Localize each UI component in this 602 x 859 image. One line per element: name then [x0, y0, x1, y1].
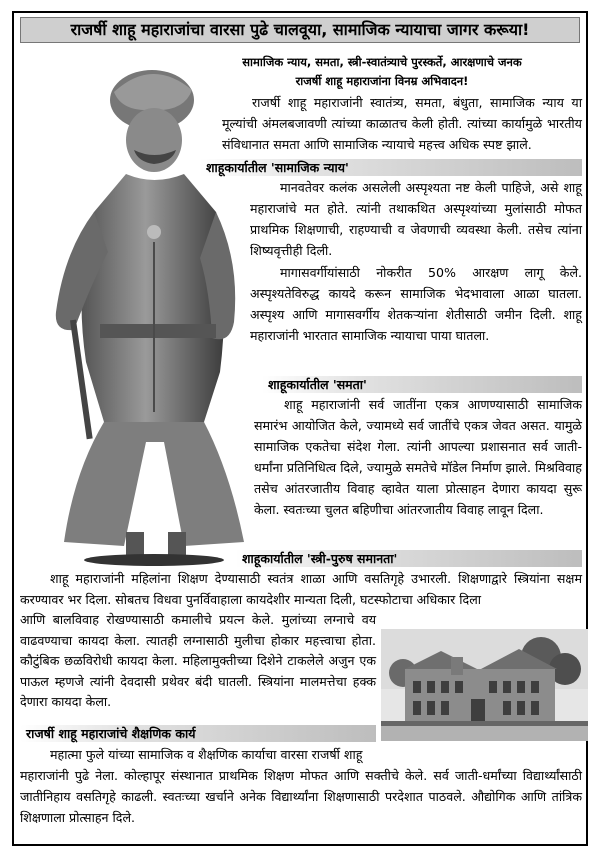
section-heading-equality: शाहूकार्यातील 'समता': [262, 376, 582, 393]
section-heading-gender-equality: शाहूकार्यातील 'स्त्री-पुरुष समानता': [236, 550, 582, 567]
statue-illustration: [34, 62, 254, 567]
gender-equality-paragraph-full: शाहू महाराजांनी महिलांना शिक्षण देण्यासाठी स्वतंत्र शाळा आणि वसतिगृहे उभारली. शिक्षणाद्वारे स्त्रियांना सक्षम करण्यावर भर दिला. सोबतच विधवा पुनर्विवाहाला कायदेशीर मान्यता दिली, घटस्फोटाचा अधिकार दिला: [20, 571, 582, 607]
tagline-line1: सामाजिक न्याय, समता, स्त्री-स्वातंत्र्याचे पुरस्कर्ते, आरक्षणाचे जनक: [242, 55, 522, 69]
intro-paragraph: राजर्षी शाहू महाराजांनी स्वातंत्र्य, समता, बंधुता, सामाजिक न्याय या मूल्यांची अंमलबजावणी त्यांच्या काळातच केली होती. त्यांच्या कार्यामुळे भारतीय संविधानात समता आणि सामाजिक न्यायाचे महत्त्व अधिक स्पष्ट झाले.: [222, 95, 582, 152]
school-building-photo: [381, 629, 588, 741]
page-title: राजर्षी शाहू महाराजांचा वारसा पुढे चालवूया, सामाजिक न्यायाचा जागर करूया!: [20, 17, 580, 43]
education-paragraph-wrap: महात्मा फुले यांच्या सामाजिक व शैक्षणिक कार्याचा वारसा राजर्षी शाहू: [50, 747, 363, 762]
education-paragraph-full: महाराजांनी पुढे नेला. कोल्हापूर संस्थानात प्राथमिक शिक्षण मोफत आणि सक्तीचे केले. सर्व जाती-धर्मांच्या विद्यार्थ्यांसाठी जातीनिहाय वसतिगृहे काढली. स्वतःच्या खर्चाने अनेक विद्यार्थ्यांना शिक्षणासाठी परदेशात पाठवले. औद्योगिक आणि तांत्रिक शिक्षणाला प्रोत्साहन दिले.: [20, 768, 582, 825]
section-heading-education: राजर्षी शाहू महाराजांचे शैक्षणिक कार्य: [20, 725, 376, 742]
section-heading-social-justice: शाहूकार्यातील 'सामाजिक न्याय': [200, 159, 582, 176]
equality-paragraph: शाहू महाराजांनी सर्व जातींना एकत्र आणण्यासाठी सामाजिक समारंभ आयोजित केले, ज्यामध्ये सर्व जातींचे एकत्र जेवत असत. यामुळे सामाजिक एकतेचा संदेश गेला. त्यांनी आपल्या प्रशासनात सर्व जाती-धर्मांना प्रतिनिधित्व दिले, ज्यामुळे समतेचे मॉडेल निर्माण झाले. मिश्रविवाह तसेच आंतरजातीय विवाह व्हावेत याला प्रोत्साहन देणारा कायदा सुरू केला. स्वतःच्या चुलत बहिणीचा आंतरजातीय विवाह लावून दिला.: [254, 397, 582, 517]
tagline-line2: राजर्षी शाहू महाराजांना विनम्र अभिवादन!: [295, 74, 469, 88]
social-justice-paragraph-2: मागासवर्गीयांसाठी नोकरीत 50% आरक्षण लागू केले. अस्पृश्यतेविरुद्ध कायदे करून सामाजिक भेदभावाला आळा घातला. अस्पृश्य आणि मागासवर्गीय शेतकऱ्यांना शेतीसाठी जमीन दिली. शाहू महाराजांनी भारतात सामाजिक न्यायाचा पाया घातला.: [250, 265, 582, 343]
gender-equality-paragraph-wrap: आणि बालविवाह रोखण्यासाठी कमालीचे प्रयत्न केले. मुलांच्या लग्नाचे वय वाढवण्याचा कायदा केला. त्यातही लग्नासाठी मुलीचा होकार महत्त्वाचा होता. कौटुंबिक छळविरोधी कायदा केला. महिलामुक्तीच्या दिशेने टाकलेले अजुन एक पाऊल म्हणजे त्यांनी देवदासी प्रथेवर बंदी घातली. स्त्रियांना मालमत्तेचा हक्क देणारा कायदा केला.: [20, 612, 376, 710]
social-justice-paragraph-1: मानवतेवर कलंक असलेली अस्पृश्यता नष्ट केली पाहिजे, असे शाहू महाराजांचे मत होते. त्यांनी तथाकथित अस्पृश्यांच्या मुलांसाठी मोफत प्राथमिक शिक्षणाची, राहण्याची व जेवणाची व्यवस्था केली. तसेच त्यांना शिष्यवृत्तीही दिली.: [250, 180, 582, 258]
